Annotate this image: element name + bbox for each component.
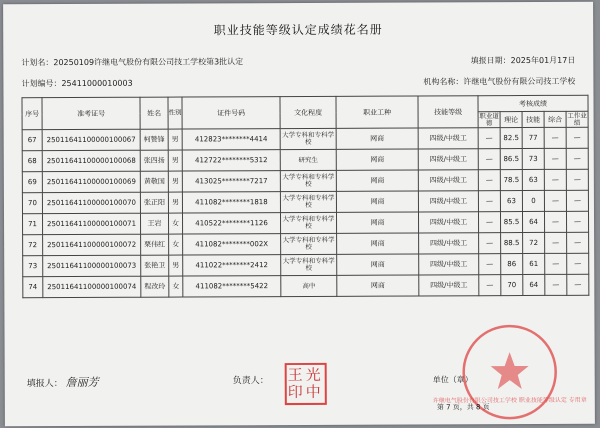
cell-comprehensive: — — [545, 232, 567, 253]
cell-name: 栗伟红 — [141, 234, 169, 255]
official-seal-text: 许继电气股份有限公司技工学校 职业技能等级认定 专用章 — [432, 396, 587, 405]
table-row — [22, 148, 588, 171]
page-info: 第 7 页，共 8 页 — [436, 403, 490, 412]
cell-job: 网商 — [336, 212, 418, 233]
cell-work: — — [566, 127, 588, 148]
cell-exam-no: 25011641100000100072 — [43, 234, 141, 255]
cell-work: — — [567, 232, 589, 253]
header-education: 文化程度 — [280, 96, 336, 128]
cell-seq: 68 — [22, 151, 42, 172]
cell-skill: 64 — [523, 274, 545, 295]
personal-seal-text: 王光印中 — [287, 365, 324, 402]
cell-work: — — [566, 148, 588, 169]
table-row — [22, 127, 588, 150]
table-row — [23, 253, 589, 276]
cell-seq: 69 — [22, 172, 42, 193]
header-ethics: 职业道德 — [479, 111, 499, 127]
cell-theory: 82.5 — [500, 128, 522, 149]
cell-id-no: 413025********7217 — [182, 171, 280, 192]
cell-job: 网商 — [336, 149, 418, 170]
cell-comprehensive: — — [545, 274, 567, 295]
cell-ethics: — — [479, 254, 501, 275]
filler-signature: 詹丽芳 — [65, 375, 99, 390]
cell-exam-no: 25011641100000100073 — [43, 255, 141, 276]
cell-seq: 73 — [23, 256, 43, 277]
cell-theory: 86 — [501, 254, 523, 275]
cell-comprehensive: — — [544, 127, 566, 148]
cell-ethics: — — [478, 170, 500, 191]
cell-gender: 男 — [168, 150, 182, 171]
cell-education: 研究生 — [280, 149, 336, 170]
cell-gender: 男 — [169, 255, 183, 276]
cell-work: — — [566, 169, 588, 190]
cell-exam-no: 25011641100000100068 — [42, 150, 140, 171]
cell-exam-no: 25011641100000100067 — [42, 129, 140, 150]
cell-theory: 78.5 — [500, 170, 522, 191]
table-row — [22, 169, 588, 192]
cell-gender: 男 — [168, 129, 182, 150]
cell-comprehensive: — — [544, 211, 566, 232]
table-row — [22, 190, 588, 213]
cell-id-no: 410522********1126 — [182, 213, 280, 234]
cell-job: 网商 — [337, 254, 419, 275]
cell-seq: 67 — [22, 130, 42, 151]
cell-education: 大学专科和专科学校 — [280, 191, 336, 212]
table-row — [23, 232, 589, 255]
filler: 填报人： 詹丽芳 — [26, 375, 99, 390]
header-seq: 序号 — [22, 98, 42, 130]
cell-level: 四级/中级工 — [418, 191, 478, 212]
cell-work: — — [566, 211, 588, 232]
cell-exam-no: 25011641100000100074 — [43, 276, 141, 297]
cell-name: 柯赞锋 — [140, 129, 168, 150]
cell-ethics: — — [478, 149, 500, 170]
header-theory: 理论 — [500, 112, 522, 128]
cell-comprehensive: — — [545, 253, 567, 274]
cell-exam-no: 25011641100000100070 — [42, 192, 140, 213]
cell-ethics: — — [479, 275, 501, 296]
cell-name: 张四扬 — [140, 150, 168, 171]
cell-education: 高中 — [281, 275, 337, 296]
cell-skill: 73 — [522, 148, 544, 169]
cell-ethics: — — [479, 233, 501, 254]
header-job: 职业工种 — [336, 96, 418, 128]
cell-skill: 64 — [522, 211, 544, 232]
cell-name: 程改玲 — [141, 276, 169, 297]
cell-education: 大学专科和专科学校 — [280, 128, 336, 149]
cell-theory: 85.5 — [500, 212, 522, 233]
cell-education: 大学专科和专科学校 — [281, 254, 337, 275]
table-row — [23, 274, 589, 297]
cell-level: 四级/中级工 — [418, 170, 478, 191]
score-table — [21, 95, 589, 298]
plan-name: 计划名：20250109许继电气股份有限公司技工学校第3批认定 — [21, 57, 244, 68]
cell-gender: 女 — [169, 276, 183, 297]
header-skill: 技能 — [522, 111, 544, 127]
cell-theory: 86.5 — [500, 149, 522, 170]
cell-name: 张艳卫 — [141, 255, 169, 276]
cell-skill: 0 — [522, 190, 544, 211]
cell-level: 四级/中级工 — [419, 275, 479, 296]
cell-exam-no: 25011641100000100071 — [42, 213, 140, 234]
cell-skill: 63 — [522, 169, 544, 190]
cell-theory: 88.5 — [501, 233, 523, 254]
cell-skill: 72 — [523, 232, 545, 253]
cell-seq: 70 — [22, 193, 42, 214]
cell-name: 王岩 — [140, 213, 168, 234]
cell-comprehensive: — — [544, 169, 566, 190]
org-name: 机构名称：许继电气股份有限公司技工学校 — [423, 76, 576, 87]
cell-gender: 男 — [168, 192, 182, 213]
cell-comprehensive: — — [544, 148, 566, 169]
cell-level: 四级/中级工 — [419, 254, 479, 275]
cell-gender: 男 — [168, 171, 182, 192]
cell-job: 网商 — [336, 128, 418, 149]
cell-exam-no: 25011641100000100069 — [42, 171, 140, 192]
document-page — [3, 2, 595, 427]
header-level: 技能等级 — [418, 96, 478, 128]
unit-label: 单位（章） — [432, 375, 473, 385]
cell-skill: 61 — [523, 253, 545, 274]
cell-job: 网商 — [337, 233, 419, 254]
plan-number: 计划编号：25411000010003 — [21, 78, 133, 89]
cell-level: 四级/中级工 — [418, 212, 478, 233]
table-row — [22, 211, 588, 234]
fill-date: 填报日期：2025年01月17日 — [470, 55, 576, 66]
header-exam-no: 准考证号 — [42, 97, 140, 129]
cell-education: 大学专科和专科学校 — [281, 233, 337, 254]
header-gender: 性别 — [168, 97, 182, 129]
cell-theory: 70 — [501, 275, 523, 296]
cell-id-no: 412823********4414 — [182, 129, 280, 150]
cell-education: 大学专科和专科学校 — [280, 170, 336, 191]
cell-job: 网商 — [336, 191, 418, 212]
cell-seq: 74 — [23, 277, 43, 298]
cell-theory: 63 — [500, 191, 522, 212]
cell-seq: 71 — [22, 214, 42, 235]
cell-gender: 女 — [168, 213, 182, 234]
cell-ethics: — — [478, 212, 500, 233]
cell-work: — — [567, 253, 589, 274]
header-scores: 考核成绩 — [478, 95, 588, 111]
cell-id-no: 411082********1818 — [182, 192, 280, 213]
cell-job: 网商 — [337, 275, 419, 296]
cell-id-no: 411082********5422 — [183, 276, 281, 297]
cell-gender: 女 — [169, 234, 183, 255]
cell-level: 四级/中级工 — [418, 128, 478, 149]
header-name: 姓名 — [140, 97, 168, 129]
responsible-label: 负责人： — [232, 376, 269, 387]
cell-work: — — [566, 190, 588, 211]
cell-education: 大学专科和专科学校 — [280, 212, 336, 233]
score-table-body — [22, 127, 589, 297]
cell-level: 四级/中级工 — [419, 233, 479, 254]
cell-level: 四级/中级工 — [418, 149, 478, 170]
cell-work: — — [567, 274, 589, 295]
header-work: 工作业绩 — [567, 111, 587, 127]
cell-id-no: 411022********2412 — [183, 255, 281, 276]
header-comprehensive: 综合 — [544, 111, 566, 127]
cell-ethics: — — [478, 191, 500, 212]
cell-id-no: 411082********002X — [183, 234, 281, 255]
personal-seal — [285, 363, 327, 405]
page-title: 职业技能等级认定成绩花名册 — [213, 22, 383, 38]
cell-name: 张正阳 — [140, 192, 168, 213]
cell-skill: 77 — [522, 127, 544, 148]
cell-job: 网商 — [336, 170, 418, 191]
cell-ethics: — — [478, 128, 500, 149]
cell-id-no: 412722********5312 — [182, 150, 280, 171]
cell-name: 黄敬国 — [140, 171, 168, 192]
cell-seq: 72 — [23, 235, 43, 256]
cell-comprehensive: — — [544, 190, 566, 211]
header-id-no: 证件号码 — [182, 97, 280, 129]
